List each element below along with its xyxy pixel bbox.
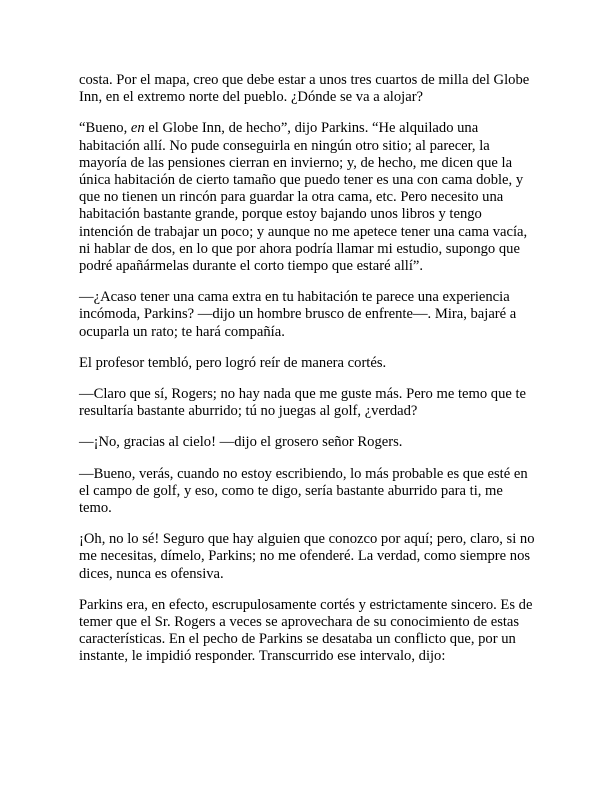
paragraph-2-emphasis: en [130,120,145,137]
paragraph-1: costa. Por el mapa, creo que debe estar a unos tres cuartos de milla del Globe Inn, en el extremo norte del pueblo. ¿Dónde se va a alojar? [79,72,530,106]
paragraph-6: —¡No, gracias al cielo! —dijo el grosero señor Rogers. [79,434,403,451]
paragraph-7: —Bueno, verás, cuando no estoy escribiendo, lo más probable es que esté en el campo de golf, y eso, como te digo, sería bastante aburrido para ti, me temo. [79,465,528,517]
paragraph-5: —Claro que sí, Rogers; no hay nada que me guste más. Pero me temo que te resultaría bastante aburrido; tú no juegas al golf, ¿verdad? [79,386,527,420]
paragraph-9: Parkins era, en efecto, escrupulosamente cortés y estrictamente sincero. Es de temer que el Sr. Rogers a veces se aprovechara de su conocimiento de estas características. En el pecho de Parkins se desataba un conflicto que, por un instante, le impidió responder. Transcurrido ese intervalo, dijo: [79,596,533,665]
paragraph-2-rest: el Globe Inn, de hecho”, dijo Parkins. “He alquilado una habitación allí. No pude conseguirla en ningún otro sitio; al parecer, la mayoría de las pensiones cierran en invierno; y, de hecho, me dicen que la única habitación de cierto tamaño que puedo tener es una con cama doble, y que no tienen un rincón para guardar la otra cama, etc. Pero necesito una habitación bastante grande, porque estoy bajando unos libros y tengo intención de trabajar un poco; y aunque no me apetece tener una cama vacía, ni hablar de dos, en lo que por ahora podría llamar mi estudio, supongo que podré apañármelas durante el corto tiempo que estaré allí”. [79,120,528,275]
paragraph-2-lead: “Bueno, [79,120,131,137]
paragraph-4: El profesor tembló, pero logró reír de manera cortés. [79,354,387,371]
paragraph-8: ¡Oh, no lo sé! Seguro que hay alguien que conozco por aquí; pero, claro, si no me necesitas, dímelo, Parkins; no me ofenderé. La verdad, como siempre nos dices, nunca es ofensiva. [79,531,535,582]
paragraph-3: —¿Acaso tener una cama extra en tu habitación te parece una experiencia incómoda, Parkins? —dijo un hombre brusco de enfrente—. Mira, bajaré a ocuparla un rato; te hará compañía. [79,289,517,340]
paragraph-2 [79,120,535,275]
body-text [79,72,535,680]
